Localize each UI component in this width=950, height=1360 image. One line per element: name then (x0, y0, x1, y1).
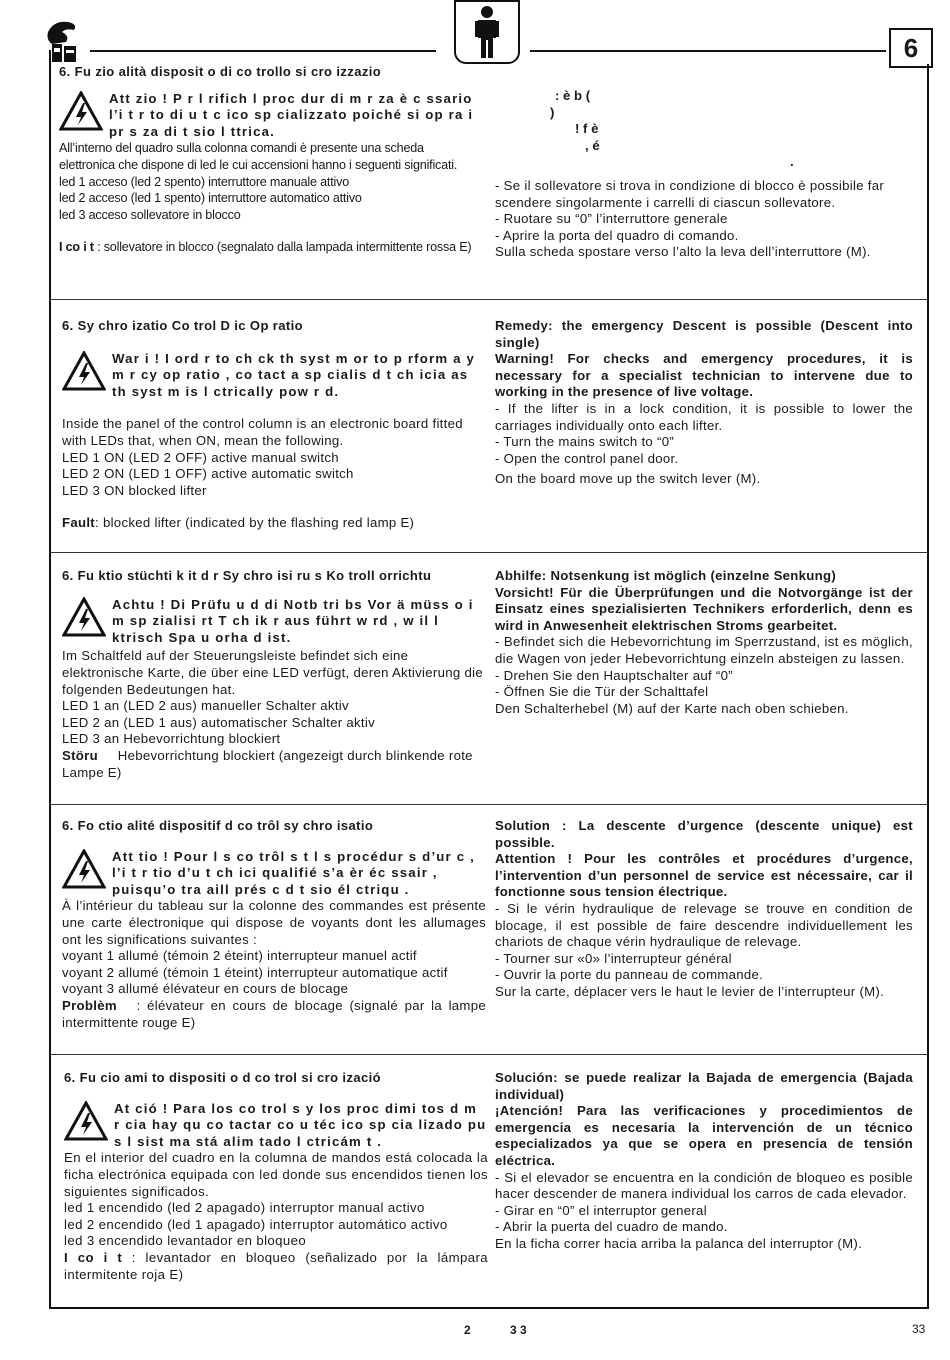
remedy-warning: ¡Atención! Para las verificaciones y procedimientos de emergencia es necesaria la intervención de un técnico especializados ya que se opera en presencia de tensión eléctrica. (495, 1103, 913, 1168)
body-paragraph: Inside the panel of the control column is an electronic board fitted with LEDs that, when ON, mean the following. (62, 416, 463, 448)
electrical-hazard-icon (62, 351, 106, 391)
remedy-fragment: ! f è (575, 121, 599, 137)
fault-line (62, 998, 486, 1031)
remedy-label: Solution (495, 818, 551, 833)
remedy-step: - Tourner sur «0» l’interrupteur général (495, 950, 732, 966)
fault-line (62, 748, 486, 781)
led-line: voyant 3 allumé élévateur en cours de blocage (62, 981, 349, 997)
remedy-step: - Aprire la porta del quadro di comando. (495, 227, 739, 243)
section-divider (50, 1054, 928, 1055)
remedy-text: : se puede realizar la Bajada de emergencia (Bajada individual) (495, 1070, 913, 1102)
remedy-text: : the emergency Descent is possible (Descent into single) (495, 318, 913, 350)
remedy-step: - Drehen Sie den Hauptschalter auf “0” (495, 667, 733, 683)
header-rule-right (530, 50, 886, 52)
led-line: LED 3 ON blocked lifter (62, 482, 207, 498)
fault-text: : levantador en bloqueo (señalizado por la lámpara intermitente roja E) (64, 1249, 488, 1282)
remedy-step: Sulla scheda spostare verso l’alto la leva dell’interruttore (M). (495, 244, 871, 260)
fault-label: I co i t (59, 240, 94, 255)
body-paragraph: All’interno del quadro sulla colonna comandi è presente una scheda elettronica che dispone di led le cui accensioni hanno i seguenti significati. (59, 141, 458, 172)
electrical-hazard-icon (62, 597, 106, 637)
remedy-label: Solución (495, 1070, 554, 1085)
remedy-warning: Warning! For checks and emergency procedures, it is necessary for a specialist technician to intervene due to working in the presence of live voltage. (495, 351, 913, 400)
section-spanish (50, 1070, 928, 1306)
fault-text: : blocked lifter (indicated by the flashing red lamp E) (95, 515, 415, 531)
remedy-step: - Ouvrir la porte du panneau de commande. (495, 967, 764, 983)
fault-text: Hebevorrichtung blockiert (angezeigt durch blinkende rote Lampe E) (62, 747, 473, 780)
led-line: led 3 acceso sollevatore in blocco (59, 207, 241, 222)
led-line: led 1 encendido (led 2 apagado) interruptor manual activo (64, 1200, 425, 1216)
warning-text: Att zio ! P r l rifich l proc dur di m r za è c ssario l’i t r to di u t c ico sp cializzato poiché si op ra i pr s za di t sio l ttrica. (109, 90, 474, 139)
fault-line (62, 515, 486, 532)
remedy-step: - If the lifter is in a lock condition, it is possible to lower the carriages individually onto each lifter. (495, 400, 913, 433)
led-line: voyant 1 allumé (témoin 2 éteint) interrupteur manuel actif (62, 948, 417, 964)
fault-label: Störu (62, 747, 98, 763)
electrical-hazard-icon (59, 91, 103, 131)
section-divider (50, 804, 928, 805)
remedy-step: - Turn the mains switch to “0” (495, 434, 675, 450)
page-number: 33 (912, 1322, 926, 1336)
led-line: LED 1 ON (LED 2 OFF) active manual switch (62, 449, 339, 465)
led-line: LED 2 ON (LED 1 OFF) active automatic switch (62, 466, 354, 482)
section-italian (50, 64, 928, 298)
led-line: led 3 encendido levantador en bloqueo (64, 1233, 307, 1249)
remedy-step: - Si le vérin hydraulique de relevage se trouve en condition de blocage, il est possible de faire descendre individuellement les chariots de chaque vérin hydraulique de relevage. (495, 900, 913, 950)
section-title: 6. Sy chro izatio Co trol D ic Op ratio (62, 318, 303, 333)
section-divider (50, 299, 928, 300)
footer-left-code: 2 (464, 1323, 471, 1337)
remedy-warning: Attention ! Pour les contrôles et procédures d’urgence, l’intervention d’un personnel de service est nécessaire, car il fonctionne sous tension électrique. (495, 851, 913, 900)
fault-label: Fault (62, 515, 96, 531)
header-rule-left (90, 50, 436, 52)
remedy-heading (495, 1070, 913, 1103)
chapter-number: 6 (889, 28, 933, 68)
led-line: led 1 acceso (led 2 spento) interruttore manuale attivo (59, 174, 350, 189)
electrical-hazard-icon (62, 849, 106, 889)
remedy-fragment: : è b ( (555, 88, 591, 103)
remedy-heading: Abhilfe: Notsenkung ist möglich (einzelne Senkung) (495, 568, 837, 583)
warning-text: Achtu ! Di Prüfu u d di Notb tri bs Vor ä müss o i m sp zialisi rt T ch ik r aus führt w rd , w il l ktrisch Spa u orha d ist. (112, 596, 474, 645)
warning-text: Att tio ! Pour l s co trôl s t l s procédur s d’ur c , l’i t r tio d’u t ch ici qualifié s’a èr éc ssair , puisqu’o tra aill prés c d t sio él ctriqu . (112, 848, 476, 897)
fault-line (59, 239, 483, 256)
body-paragraph: En el interior del cuadro en la columna de mandos está colocada la ficha electrónica equipada con led donde sus encendidos tienen los siguientes significados. (64, 1150, 488, 1199)
remedy-step: - Ruotare su “0” l’interruttore generale (495, 211, 728, 227)
section-title: 6. Fu ktio stüchti k it d r Sy chro isi ru s Ko troll orrichtu (62, 568, 432, 583)
remedy-step: - Si el elevador se encuentra en la condición de bloqueo es posible hacer descender de manera individual los carros de cada elevador. (495, 1169, 913, 1202)
remedy-heading (495, 318, 913, 351)
operator-figure-icon (454, 0, 520, 64)
remedy-heading (495, 818, 913, 851)
fault-line (64, 1250, 488, 1283)
led-line: voyant 2 allumé (témoin 1 éteint) interrupteur automatique actif (62, 964, 448, 980)
remedy-step: Den Schalterhebel (M) auf der Karte nach oben schieben. (495, 700, 849, 716)
led-line: LED 3 an Hebevorrichtung blockiert (62, 731, 281, 747)
body-paragraph: À l’intérieur du tableau sur la colonne des commandes est présente une carte électronique qui dispose de voyants dont les allumages ont les significations suivantes : (62, 898, 486, 947)
led-line: led 2 acceso (led 1 spento) interruttore automatico attivo (59, 191, 362, 206)
fault-text: : sollevatore in blocco (segnalato dalla lampada intermittente rossa E) (97, 240, 472, 255)
fault-label: Problèm (62, 997, 117, 1013)
remedy-fragment: , é (585, 137, 600, 153)
remedy-step: - Befindet sich die Hebevorrichtung im Sperrzustand, ist es möglich, die Wagen von jeder Hebevorrichtung einzeln absteigen zu lassen. (495, 634, 913, 666)
led-line: LED 2 an (LED 1 aus) automatischer Schalter aktiv (62, 714, 376, 730)
warning-text: War i ! I ord r to ch ck th syst m or to p rform a y m r cy op ratio , co tact a sp cialis d t ch icia as th syst m is l ctrically pow r d. (112, 350, 476, 399)
section-divider (50, 552, 928, 553)
fault-text: : élévateur en cours de blocage (signalé par la lampe intermittente rouge E) (62, 997, 486, 1030)
remedy-step: Sur la carte, déplacer vers le haut le levier de l’interrupteur (M). (495, 983, 885, 999)
remedy-warning: Vorsicht! Für die Überprüfungen und die Notvorgänge ist der Einsatz eines spezialisierten Technikers erforderlich, denn es wird in Anwesenheit elektrischen Stroms gearbeitet. (495, 584, 913, 633)
led-line: led 2 encendido (led 1 apagado) interruptor automático activo (64, 1216, 448, 1232)
remedy-step: On the board move up the switch lever (M). (495, 471, 761, 487)
section-german (50, 568, 928, 802)
warning-text: At ció ! Para los co trol s y los proc dimi tos d m r cia hay qu co tactar co u téc ico sp cia lizado pu s l sist ma stá alim tado l ctricám t . (114, 1100, 487, 1149)
remedy-fragment: . (790, 154, 794, 170)
section-title: 6. Fu zio alità disposit o di co trollo si cro izzazio (59, 64, 382, 79)
section-english (50, 318, 928, 550)
remedy-step: - Girar en “0” el interruptor general (495, 1202, 707, 1218)
footer-center-code: 3 3 (510, 1323, 527, 1337)
remedy-text: : La descente d’urgence (descente unique) est possible. (495, 818, 913, 850)
section-title: 6. Fo ctio alité dispositif d co trôl sy chro isatio (62, 818, 374, 833)
remedy-step: - Abrir la puerta del cuadro de mando. (495, 1219, 728, 1235)
remedy-fragment: ) (550, 104, 555, 120)
remedy-step: En la ficha correr hacia arriba la palanca del interruptor (M). (495, 1235, 863, 1251)
electrical-hazard-icon (64, 1101, 108, 1141)
led-line: LED 1 an (LED 2 aus) manueller Schalter aktiv (62, 698, 349, 714)
remedy-step: - Se il sollevatore si trova in condizione di blocco è possibile far scendere singolarmente i carrelli di ciascun sollevatore. (495, 178, 885, 210)
remedy-step: - Öffnen Sie die Tür der Schalttafel (495, 684, 709, 700)
section-title: 6. Fu cio ami to dispositi o d co trol si cro izació (64, 1070, 381, 1085)
frame-bottom-border (49, 1307, 929, 1309)
remedy-label: Remedy (495, 318, 549, 333)
section-french (50, 818, 928, 1052)
remedy-step: - Open the control panel door. (495, 450, 679, 466)
fault-label: I co i t (64, 1249, 123, 1265)
body-paragraph: Im Schaltfeld auf der Steuerungsleiste befindet sich eine elektronische Karte, die über eine LED verfügt, deren Aktivierung die folgenden Bedeutungen hat. (62, 648, 483, 697)
